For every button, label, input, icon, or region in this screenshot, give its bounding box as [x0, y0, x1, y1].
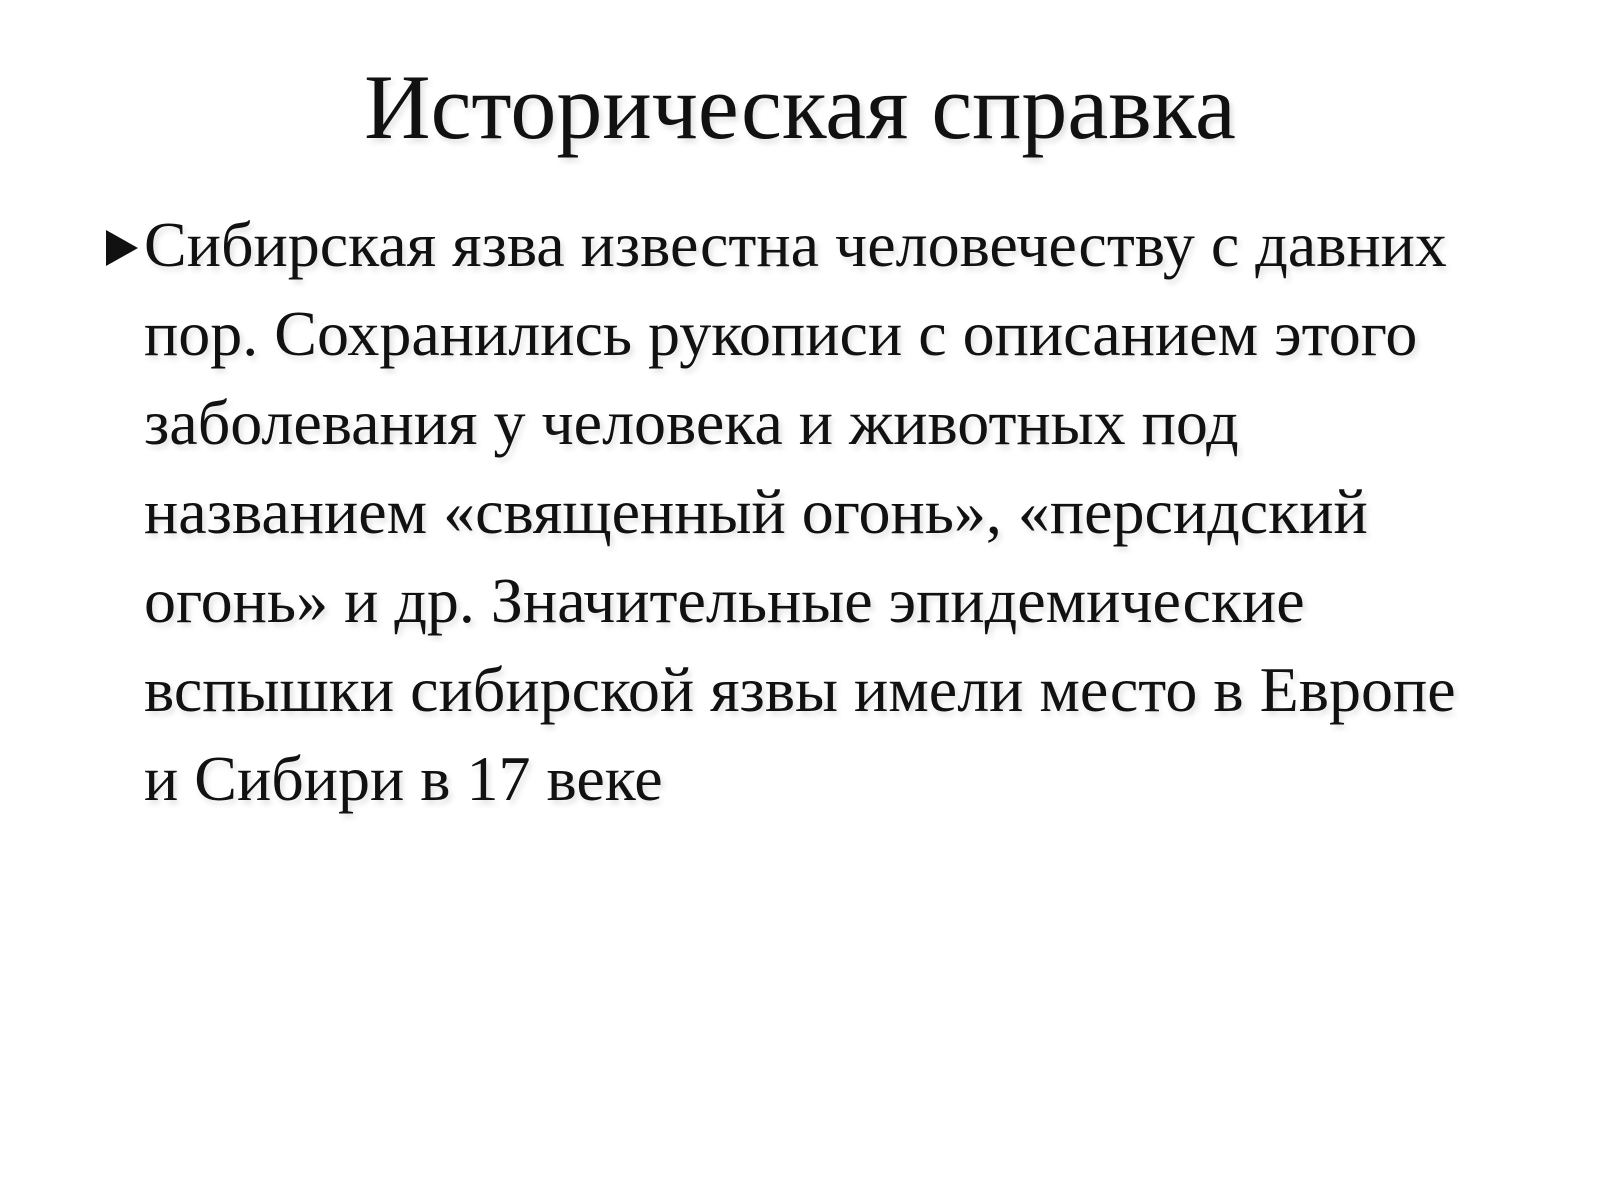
bullet-text: Сибирская язва известна человечеству с давних пор. Сохранились рукописи с описанием этого заболевания у человека и животных под названием «священный огонь», «персидский огонь» и др. Значительные эпидемические вспышки сибирской язвы имели место в Европе и Сибири в 17 веке — [144, 209, 1456, 814]
bullet-item — [100, 200, 1500, 823]
bullet-list — [100, 200, 1500, 823]
triangle-bullet-icon — [106, 230, 138, 266]
slide-title: Историческая справка — [364, 56, 1236, 158]
